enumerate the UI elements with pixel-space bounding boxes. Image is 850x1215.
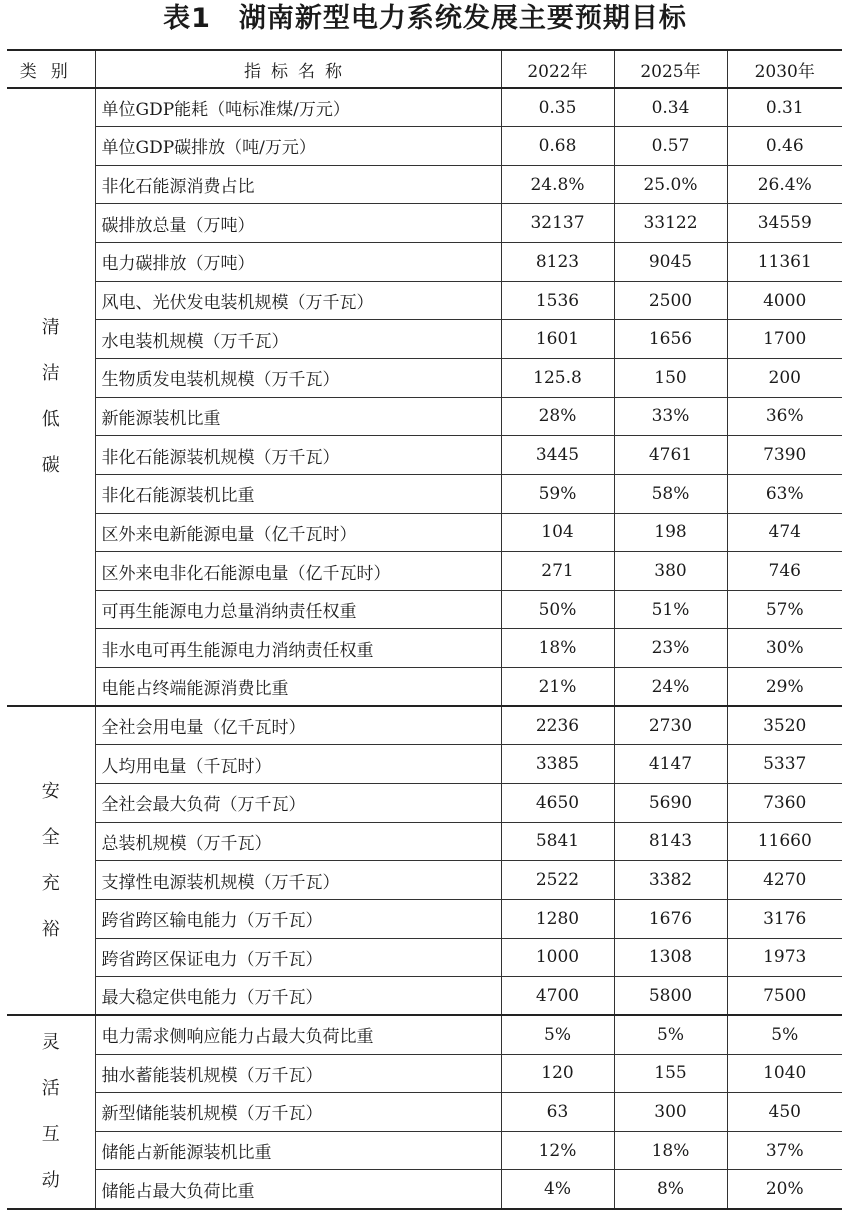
- table-row: [7, 977, 842, 1016]
- value-2022: 4650: [501, 784, 614, 823]
- value-2025: 4761: [614, 436, 727, 475]
- value-2022: 120: [501, 1054, 614, 1093]
- indicator-name: 全社会用电量（亿千瓦时）: [95, 706, 501, 745]
- table-row: [7, 861, 842, 900]
- value-2025: 0.34: [614, 88, 727, 127]
- indicator-name: 非化石能源消费占比: [95, 165, 501, 204]
- value-2030: 3176: [727, 899, 842, 938]
- value-2022: 3445: [501, 436, 614, 475]
- header-year-2030: 2030年: [727, 50, 842, 88]
- indicator-name: 新型储能装机规模（万千瓦）: [95, 1093, 501, 1132]
- indicator-name: 单位GDP碳排放（吨/万元）: [95, 127, 501, 166]
- indicator-name: 区外来电非化石能源电量（亿千瓦时）: [95, 552, 501, 591]
- indicator-name: 非化石能源装机规模（万千瓦）: [95, 436, 501, 475]
- value-2022: 2236: [501, 706, 614, 745]
- value-2030: 34559: [727, 204, 842, 243]
- table-row: [7, 552, 842, 591]
- table-row: [7, 590, 842, 629]
- indicator-name: 储能占最大负荷比重: [95, 1170, 501, 1209]
- value-2022: 12%: [501, 1131, 614, 1170]
- header-year-2022: 2022年: [501, 50, 614, 88]
- value-2022: 59%: [501, 474, 614, 513]
- value-2025: 33%: [614, 397, 727, 436]
- value-2030: 1040: [727, 1054, 842, 1093]
- table-row: [7, 397, 842, 436]
- header-year-2025: 2025年: [614, 50, 727, 88]
- value-2025: 0.57: [614, 127, 727, 166]
- table-row: [7, 938, 842, 977]
- indicator-name: 生物质发电装机规模（万千瓦）: [95, 358, 501, 397]
- value-2025: 155: [614, 1054, 727, 1093]
- table-row: [7, 88, 842, 127]
- value-2030: 63%: [727, 474, 842, 513]
- value-2022: 0.35: [501, 88, 614, 127]
- indicator-name: 风电、光伏发电装机规模（万千瓦）: [95, 281, 501, 320]
- value-2025: 5690: [614, 784, 727, 823]
- category-label: 灵活互动: [41, 1032, 60, 1192]
- value-2025: 2730: [614, 706, 727, 745]
- table-row: [7, 822, 842, 861]
- table-row: [7, 243, 842, 282]
- value-2025: 5%: [614, 1015, 727, 1054]
- value-2030: 200: [727, 358, 842, 397]
- table-row: [7, 474, 842, 513]
- table-row: [7, 668, 842, 707]
- table-body: [7, 88, 842, 1209]
- value-2030: 26.4%: [727, 165, 842, 204]
- table-row: [7, 1054, 842, 1093]
- value-2025: 58%: [614, 474, 727, 513]
- table-row: [7, 436, 842, 475]
- indicator-name: 抽水蓄能装机规模（万千瓦）: [95, 1054, 501, 1093]
- category-cell: [7, 88, 95, 706]
- table-row: [7, 127, 842, 166]
- value-2022: 24.8%: [501, 165, 614, 204]
- indicator-name: 单位GDP能耗（吨标准煤/万元）: [95, 88, 501, 127]
- value-2030: 450: [727, 1093, 842, 1132]
- indicator-name: 非水电可再生能源电力消纳责任权重: [95, 629, 501, 668]
- value-2022: 5%: [501, 1015, 614, 1054]
- table-row: [7, 629, 842, 668]
- value-2025: 51%: [614, 590, 727, 629]
- header-row: [7, 50, 842, 88]
- indicator-name: 可再生能源电力总量消纳责任权重: [95, 590, 501, 629]
- indicator-name: 区外来电新能源电量（亿千瓦时）: [95, 513, 501, 552]
- table-row: [7, 513, 842, 552]
- table-row: [7, 204, 842, 243]
- value-2025: 150: [614, 358, 727, 397]
- table-row: [7, 899, 842, 938]
- value-2022: 125.8: [501, 358, 614, 397]
- value-2030: 7360: [727, 784, 842, 823]
- indicator-name: 最大稳定供电能力（万千瓦）: [95, 977, 501, 1016]
- value-2030: 746: [727, 552, 842, 591]
- header-indicator: 指标名称: [95, 50, 501, 88]
- value-2025: 1676: [614, 899, 727, 938]
- value-2030: 0.31: [727, 88, 842, 127]
- value-2025: 9045: [614, 243, 727, 282]
- value-2022: 0.68: [501, 127, 614, 166]
- value-2030: 3520: [727, 706, 842, 745]
- value-2022: 4700: [501, 977, 614, 1016]
- table-row: [7, 1131, 842, 1170]
- value-2025: 3382: [614, 861, 727, 900]
- indicator-name: 全社会最大负荷（万千瓦）: [95, 784, 501, 823]
- indicator-name: 电力需求侧响应能力占最大负荷比重: [95, 1015, 501, 1054]
- indicator-name: 非化石能源装机比重: [95, 474, 501, 513]
- value-2022: 4%: [501, 1170, 614, 1209]
- value-2022: 21%: [501, 668, 614, 707]
- value-2022: 28%: [501, 397, 614, 436]
- value-2030: 57%: [727, 590, 842, 629]
- value-2030: 4270: [727, 861, 842, 900]
- category-cell: [7, 1015, 95, 1209]
- table-row: [7, 1015, 842, 1054]
- value-2025: 380: [614, 552, 727, 591]
- value-2030: 7500: [727, 977, 842, 1016]
- table-row: [7, 281, 842, 320]
- value-2025: 1656: [614, 320, 727, 359]
- value-2030: 11361: [727, 243, 842, 282]
- indicator-name: 总装机规模（万千瓦）: [95, 822, 501, 861]
- indicator-name: 电能占终端能源消费比重: [95, 668, 501, 707]
- value-2030: 36%: [727, 397, 842, 436]
- value-2025: 24%: [614, 668, 727, 707]
- value-2025: 23%: [614, 629, 727, 668]
- value-2030: 37%: [727, 1131, 842, 1170]
- value-2025: 8143: [614, 822, 727, 861]
- table-row: [7, 706, 842, 745]
- value-2030: 0.46: [727, 127, 842, 166]
- value-2030: 474: [727, 513, 842, 552]
- value-2022: 1601: [501, 320, 614, 359]
- value-2022: 50%: [501, 590, 614, 629]
- value-2022: 2522: [501, 861, 614, 900]
- value-2030: 30%: [727, 629, 842, 668]
- value-2030: 11660: [727, 822, 842, 861]
- value-2025: 300: [614, 1093, 727, 1132]
- value-2030: 1700: [727, 320, 842, 359]
- table-row: [7, 165, 842, 204]
- value-2030: 29%: [727, 668, 842, 707]
- value-2022: 63: [501, 1093, 614, 1132]
- value-2030: 5337: [727, 745, 842, 784]
- value-2025: 5800: [614, 977, 727, 1016]
- table-row: [7, 358, 842, 397]
- table-row: [7, 784, 842, 823]
- indicator-name: 支撑性电源装机规模（万千瓦）: [95, 861, 501, 900]
- table-row: [7, 1170, 842, 1209]
- value-2022: 8123: [501, 243, 614, 282]
- value-2022: 271: [501, 552, 614, 591]
- indicator-name: 储能占新能源装机比重: [95, 1131, 501, 1170]
- value-2022: 1536: [501, 281, 614, 320]
- table-row: [7, 320, 842, 359]
- category-label: 安全充裕: [41, 780, 60, 940]
- value-2025: 18%: [614, 1131, 727, 1170]
- value-2022: 5841: [501, 822, 614, 861]
- value-2025: 4147: [614, 745, 727, 784]
- indicator-name: 碳排放总量（万吨）: [95, 204, 501, 243]
- indicator-name: 跨省跨区输电能力（万千瓦）: [95, 899, 501, 938]
- value-2025: 2500: [614, 281, 727, 320]
- value-2025: 33122: [614, 204, 727, 243]
- table-row: [7, 745, 842, 784]
- value-2025: 1308: [614, 938, 727, 977]
- value-2025: 8%: [614, 1170, 727, 1209]
- category-cell: [7, 706, 95, 1015]
- table-title: 表1 湖南新型电力系统发展主要预期目标: [163, 3, 687, 34]
- indicator-name: 新能源装机比重: [95, 397, 501, 436]
- table-row: [7, 1093, 842, 1132]
- value-2022: 18%: [501, 629, 614, 668]
- value-2030: 7390: [727, 436, 842, 475]
- indicator-name: 电力碳排放（万吨）: [95, 243, 501, 282]
- value-2025: 198: [614, 513, 727, 552]
- value-2030: 20%: [727, 1170, 842, 1209]
- value-2022: 1000: [501, 938, 614, 977]
- targets-table: [7, 49, 842, 1210]
- value-2022: 1280: [501, 899, 614, 938]
- indicator-name: 人均用电量（千瓦时）: [95, 745, 501, 784]
- value-2022: 32137: [501, 204, 614, 243]
- value-2025: 25.0%: [614, 165, 727, 204]
- category-label: 清洁低碳: [41, 317, 60, 477]
- value-2030: 5%: [727, 1015, 842, 1054]
- value-2030: 1973: [727, 938, 842, 977]
- value-2030: 4000: [727, 281, 842, 320]
- header-category: 类别: [7, 50, 95, 88]
- indicator-name: 水电装机规模（万千瓦）: [95, 320, 501, 359]
- indicator-name: 跨省跨区保证电力（万千瓦）: [95, 938, 501, 977]
- value-2022: 3385: [501, 745, 614, 784]
- value-2022: 104: [501, 513, 614, 552]
